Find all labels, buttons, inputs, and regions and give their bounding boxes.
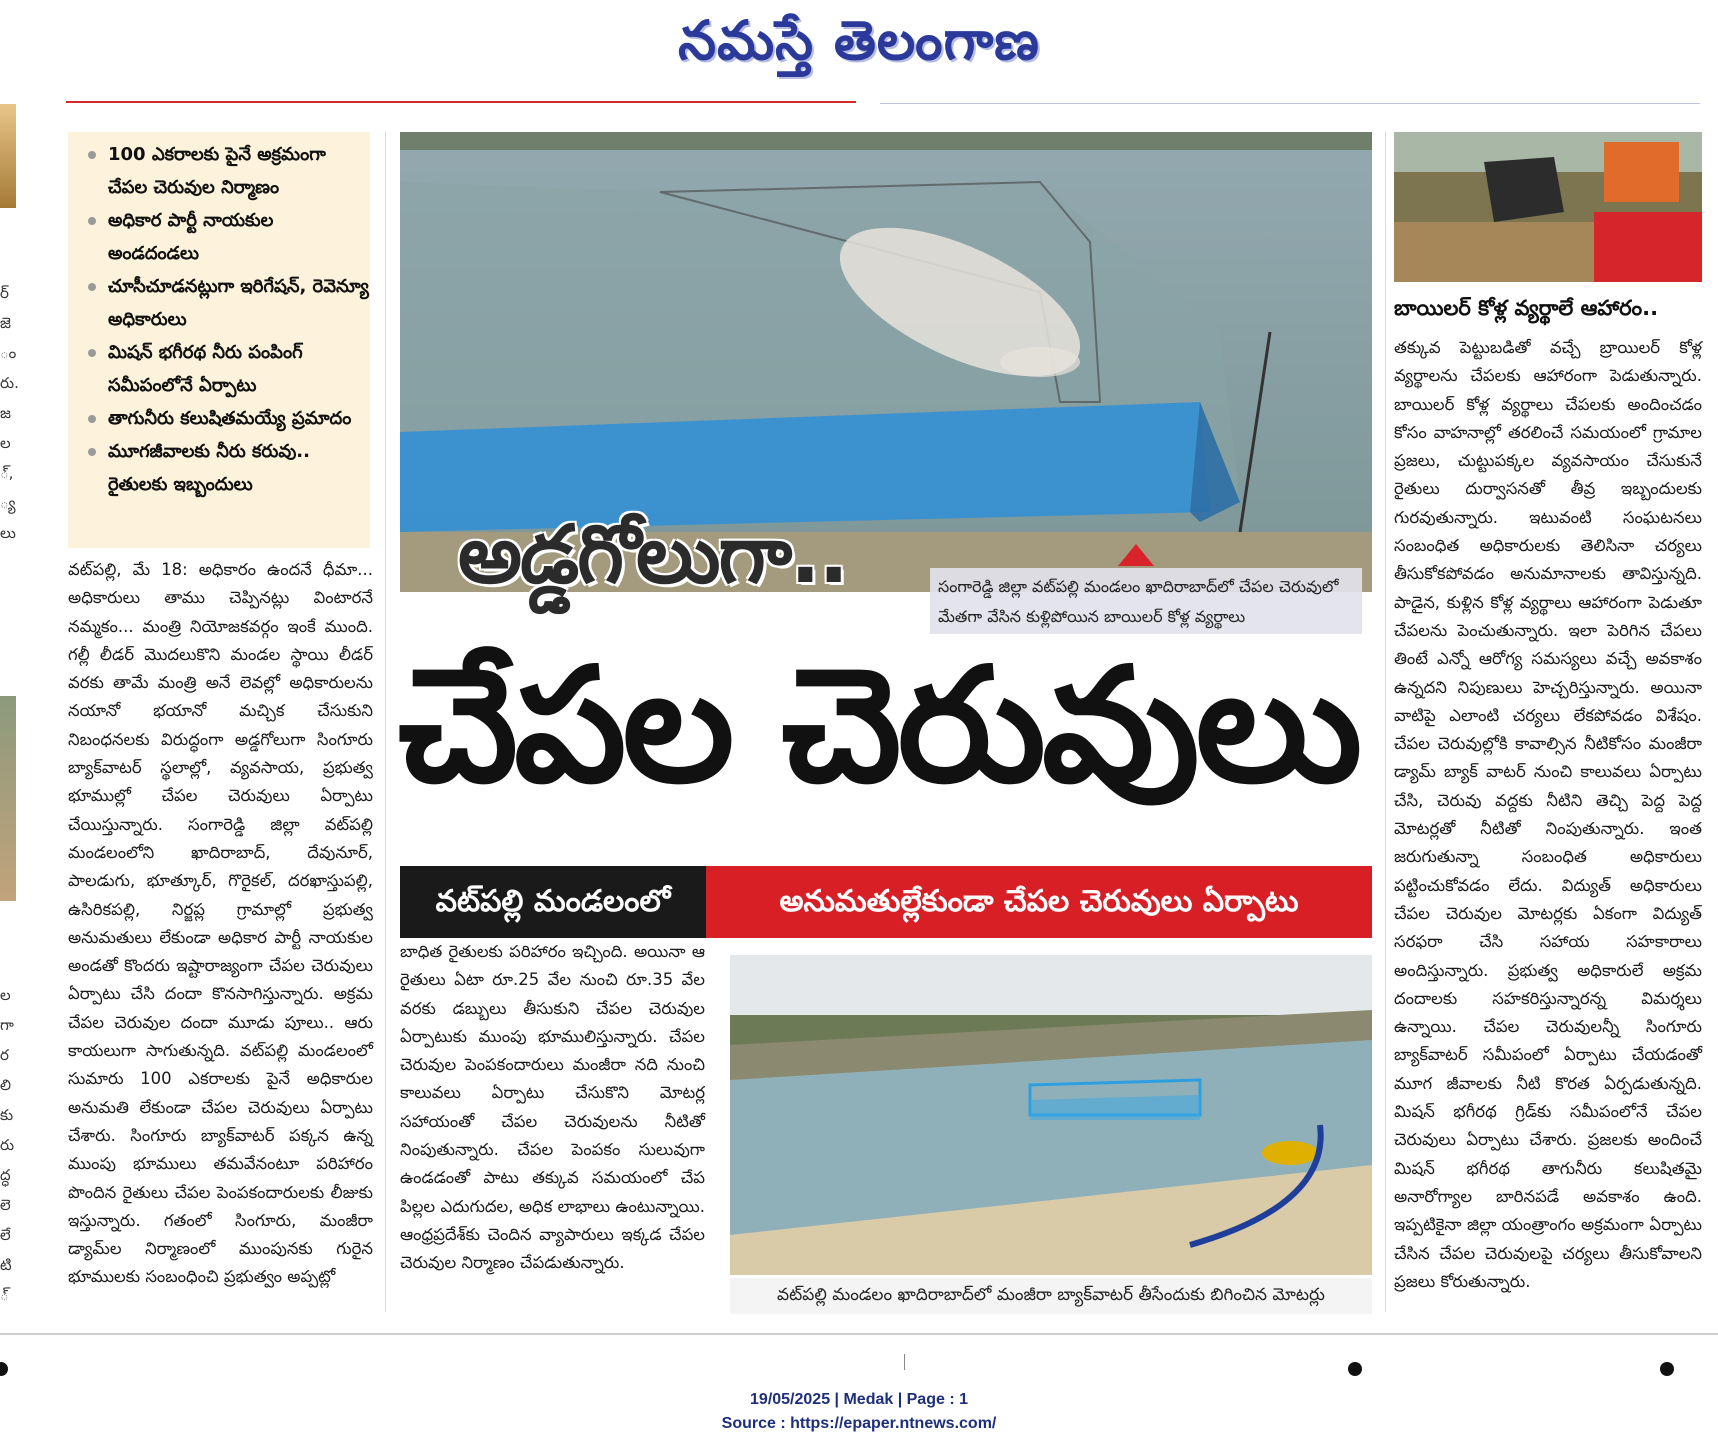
key-point-text: అధికార పార్టీ నాయకుల అండదండలు	[108, 210, 274, 264]
key-point-text: 100 ఎకరాలకు పైనే అక్రమంగా చేపల చెరువుల నిర్మాణం	[108, 144, 326, 198]
page-marker-icon	[1348, 1362, 1362, 1376]
key-points-box	[68, 132, 370, 548]
masthead-rule-red	[66, 101, 856, 103]
second-photo-caption: వట్‌పల్లి మండలం ఖాదిరాబాద్‌లో మంజీరా బ్యాక్‌వాటర్ తీసేందుకు బిగించిన మోటర్లు	[730, 1278, 1372, 1314]
right-photo-crates	[1394, 132, 1702, 282]
bullet-icon	[88, 415, 96, 423]
page-marker-icon	[0, 1362, 8, 1376]
caption-pointer-icon	[1118, 544, 1154, 566]
page-footer	[0, 1388, 1718, 1436]
right-photo-title: బాయిలర్ కోళ్ల వ్యర్థాలే ఆహారం..	[1394, 296, 1659, 320]
key-point	[80, 204, 370, 270]
adjacent-photo-bottom	[0, 696, 16, 901]
column-divider	[1385, 132, 1386, 1312]
key-point	[80, 138, 370, 204]
column-divider	[385, 132, 386, 1312]
headline-main: చేపల చెరువులు	[398, 634, 1359, 818]
bullet-icon	[88, 151, 96, 159]
masthead-rule-blue	[880, 103, 1700, 104]
page-marker-icon	[1660, 1362, 1674, 1376]
key-point	[80, 402, 370, 435]
page-bottom-rule	[0, 1333, 1718, 1335]
fold-marker	[904, 1354, 905, 1370]
footer-source[interactable]: Source : https://epaper.ntnews.com/	[721, 1415, 997, 1432]
second-photo-illustration	[730, 955, 1372, 1275]
article-column-1: వట్‌పల్లి, మే 18: అధికారం ఉందనే ధీమా... అధికారులు తాము చెప్పినట్లు వింటారనే నమ్మకం... మంత్రి నియోజకవర్గం ఇంకే ముంది. గల్లీ లీడర్ మొదలుకొని మండల స్థాయి లీడర్ వరకు తామే మంత్రి అనే లెవల్లో అధికారులను నయానో భయానో మచ్చిక చేసుకుని నిబంధనలకు విరుద్ధంగా అడ్డగోలుగా సింగూరు బ్యాక్‌వాటర్ స్థలాల్లో, వ్యవసాయ, ప్రభుత్వ భూముల్లో చేపల చెరువులు ఏర్పాటు చేయిస్తున్నారు. సంగారెడ్డి జిల్లా వట్‌పల్లి మండలంలోని ఖాదిరాబాద్, దేవునూర్, పాలడుగు, భూత్కూర్, గొరైకల్, దరఖాస్తుపల్లి, ఉసిరికపల్లి, నిర్జప్ల గ్రామాల్లో ప్రభుత్వ అనుమతులు లేకుండా అధికార పార్టీ నాయకుల అండతో కొందరు ఇష్టారాజ్యంగా చేపల చెరువులు ఏర్పాటు చేసి దందా కొనసాగిస్తున్నారు. అక్రమ చేపల చెరువుల దందా మూడు పూలు.. ఆరు కాయలుగా సాగుతున్నది. వట్‌పల్లి మండలంలో సుమారు 100 ఎకరాలకు పైనే అధికారుల అనుమతి లేకుండా చేపల చెరువులు ఏర్పాటు చేశారు. సింగూరు బ్యాక్‌వాటర్ పక్కన ఉన్న ముంపు భూములు తమవేనంటూ పరిహారం పొందిన రైతులు చేపల పెంపకందారులకు లీజుకు ఇస్తున్నారు. గతంలో సింగూరు, మంజీరా డ్యామ్‌ల నిర్మాణంలో ముంపునకు గురైన భూములకు సంబంధించి ప్రభుత్వం అప్పట్లో	[68, 560, 373, 1287]
right-photo-illustration	[1394, 132, 1702, 282]
key-point-text: మూగజీవాలకు నీరు కరువు.. రైతులకు ఇబ్బందులు	[108, 441, 310, 495]
bullet-icon	[88, 448, 96, 456]
bullet-icon	[88, 217, 96, 225]
key-points-list	[68, 132, 370, 501]
subheadline-location: వట్‌పల్లి మండలంలో	[400, 866, 706, 938]
footer-date-edition: 19/05/2025 | Medak | Page : 1	[750, 1391, 968, 1408]
adjacent-article-strip	[0, 100, 19, 1330]
key-point-text: మిషన్ భగీరథ నీరు పంపింగ్ సమీపంలోనే ఏర్పాటు	[108, 342, 303, 396]
bullet-icon	[88, 349, 96, 357]
key-point	[80, 336, 370, 402]
article-column-2: బాధిత రైతులకు పరిహారం ఇచ్చింది. అయినా ఆ రైతులు ఏటా రూ.25 వేల నుంచి రూ.35 వేల వరకు డబ్బులు తీసుకుని చేపల చెరువుల ఏర్పాటుకు ముంపు భూములిస్తున్నారు. చేపల చెరువుల పెంపకందారులు మంజీరా నది నుంచి కాలువలు ఏర్పాటు చేసుకొని మోటర్ల సహాయంతో చేపల చెరువులను నీటితో నింపుతున్నారు. చేపల పెంపకం సులువుగా ఉండడంతో పాటు తక్కువ సమయంలో చేప పిల్లల ఎదుగుదల, అధిక లాభాలు ఉంటున్నాయి. ఆంధ్రప్రదేశ్‌కు చెందిన వ్యాపారులు ఇక్కడ చేపల చెరువుల నిర్మాణం చేపడుతున్నారు.	[400, 942, 705, 1273]
key-point	[80, 270, 370, 336]
key-point	[80, 435, 370, 501]
second-photo-backwater-motors	[730, 955, 1372, 1275]
subheadline-summary: అనుమతుల్లేకుండా చేపల చెరువులు ఏర్పాటు	[706, 866, 1372, 938]
masthead	[0, 0, 1718, 95]
newspaper-title: నమస్తే తెలంగాణ	[678, 8, 1040, 72]
article-column-3: తక్కువ పెట్టుబడితో వచ్చే బ్రాయిలర్ కోళ్ల వ్యర్థాలను చేపలకు ఆహారంగా పెడుతున్నారు. బాయిలర్ కోళ్ల వ్యర్థాలు చేపలకు అందించడం కోసం వాహనాల్లో తరలించే సమయంలో గ్రామాల ప్రజలు, చుట్టుపక్కల వ్యవసాయం చేసుకునే రైతులు దుర్వాసనతో తీవ్ర ఇబ్బందులకు గురవుతున్నారు. ఇటువంటి సంఘటనలు సంబంధిత అధికారులకు తెలిసినా చర్యలు తీసుకోకపోవడం అనుమానాలకు తావిస్తున్నది. పాడైన, కుళ్లిన కోళ్ల వ్యర్థాలు ఆహారంగా పెడుతూ చేపలను పెంచుతున్నారు. ఇలా పెరిగిన చేపలు తింటే ఎన్నో ఆరోగ్య సమస్యలు వచ్చే అవకాశం ఉన్నదని నిపుణులు హెచ్చరిస్తున్నారు. అయినా వాటిపై ఎలాంటి చర్యలు లేకపోవడం విశేషం. చేపల చెరువుల్లోకి కావాల్సిన నీటికోసం మంజీరా డ్యామ్ బ్యాక్ వాటర్ నుంచి కాలువలు ఏర్పాటు చేసి, చెరువు వద్దకు నీటిని తెచ్చి పెద్ద పెద్ద మోటర్లతో నీటితో నింపుతున్నారు. ఇంత జరుగుతున్నా సంబంధిత అధికారులు పట్టించుకోవడం లేదు. విద్యుత్ అధికారులు చేపల చెరువుల మోటర్లకు ఏకంగా విద్యుత్ సరఫరా చేసి సహాయ సహకారాలు అందిస్తున్నారు. ప్రభుత్వ అధికారులే అక్రమ దందాలకు సహకరిస్తున్నారన్న విమర్శలు ఉన్నాయి. చేపల చెరువులన్నీ సింగూరు బ్యాక్‌వాటర్ సమీపంలో ఏర్పాటు చేయడంతో మూగ జీవాలకు నీటి కొరత ఏర్పడుతున్నది. మిషన్ భగీరథ గ్రిడ్‌కు సమీపంలోనే చేపల చెరువులు ఏర్పాటు చేశారు. ప్రజలకు అందించే మిషన్ భగీరథ తాగునీరు కలుషితమై అనారోగ్యాల బారినపడే అవకాశం ఉంది. ఇప్పటికైనా జిల్లా యంత్రాంగం అక్రమంగా ఏర్పాటు చేసిన చేపల చెరువులపై చర్యలు తీసుకోవాలని ప్రజలు కోరుతున్నారు.	[1394, 338, 1702, 1291]
headline-kicker: అడ్డగోలుగా..	[458, 508, 847, 601]
main-photo-caption: సంగారెడ్డి జిల్లా వట్‌పల్లి మండలం ఖాదిరాబాద్‌లో చేపల చెరువులో మేతగా వేసిన కుళ్లిపోయిన బాయిలర్ కోళ్ల వ్యర్థాలు	[930, 568, 1362, 634]
adjacent-photo-top	[0, 104, 16, 208]
adjacent-text-bottom: ల గా ర లి కు రు ద్ధ లె లే టి ్	[0, 986, 15, 1304]
key-point-text: చూసీచూడనట్లుగా ఇరిగేషన్, రెవెన్యూ అధికారులు	[108, 276, 369, 330]
bullet-icon	[88, 283, 96, 291]
adjacent-text-top: ర్ జె ం రు. జ ల ్, ్య లు	[0, 284, 19, 542]
key-point-text: తాగునీరు కలుషితమయ్యే ప్రమాదం	[108, 408, 352, 429]
